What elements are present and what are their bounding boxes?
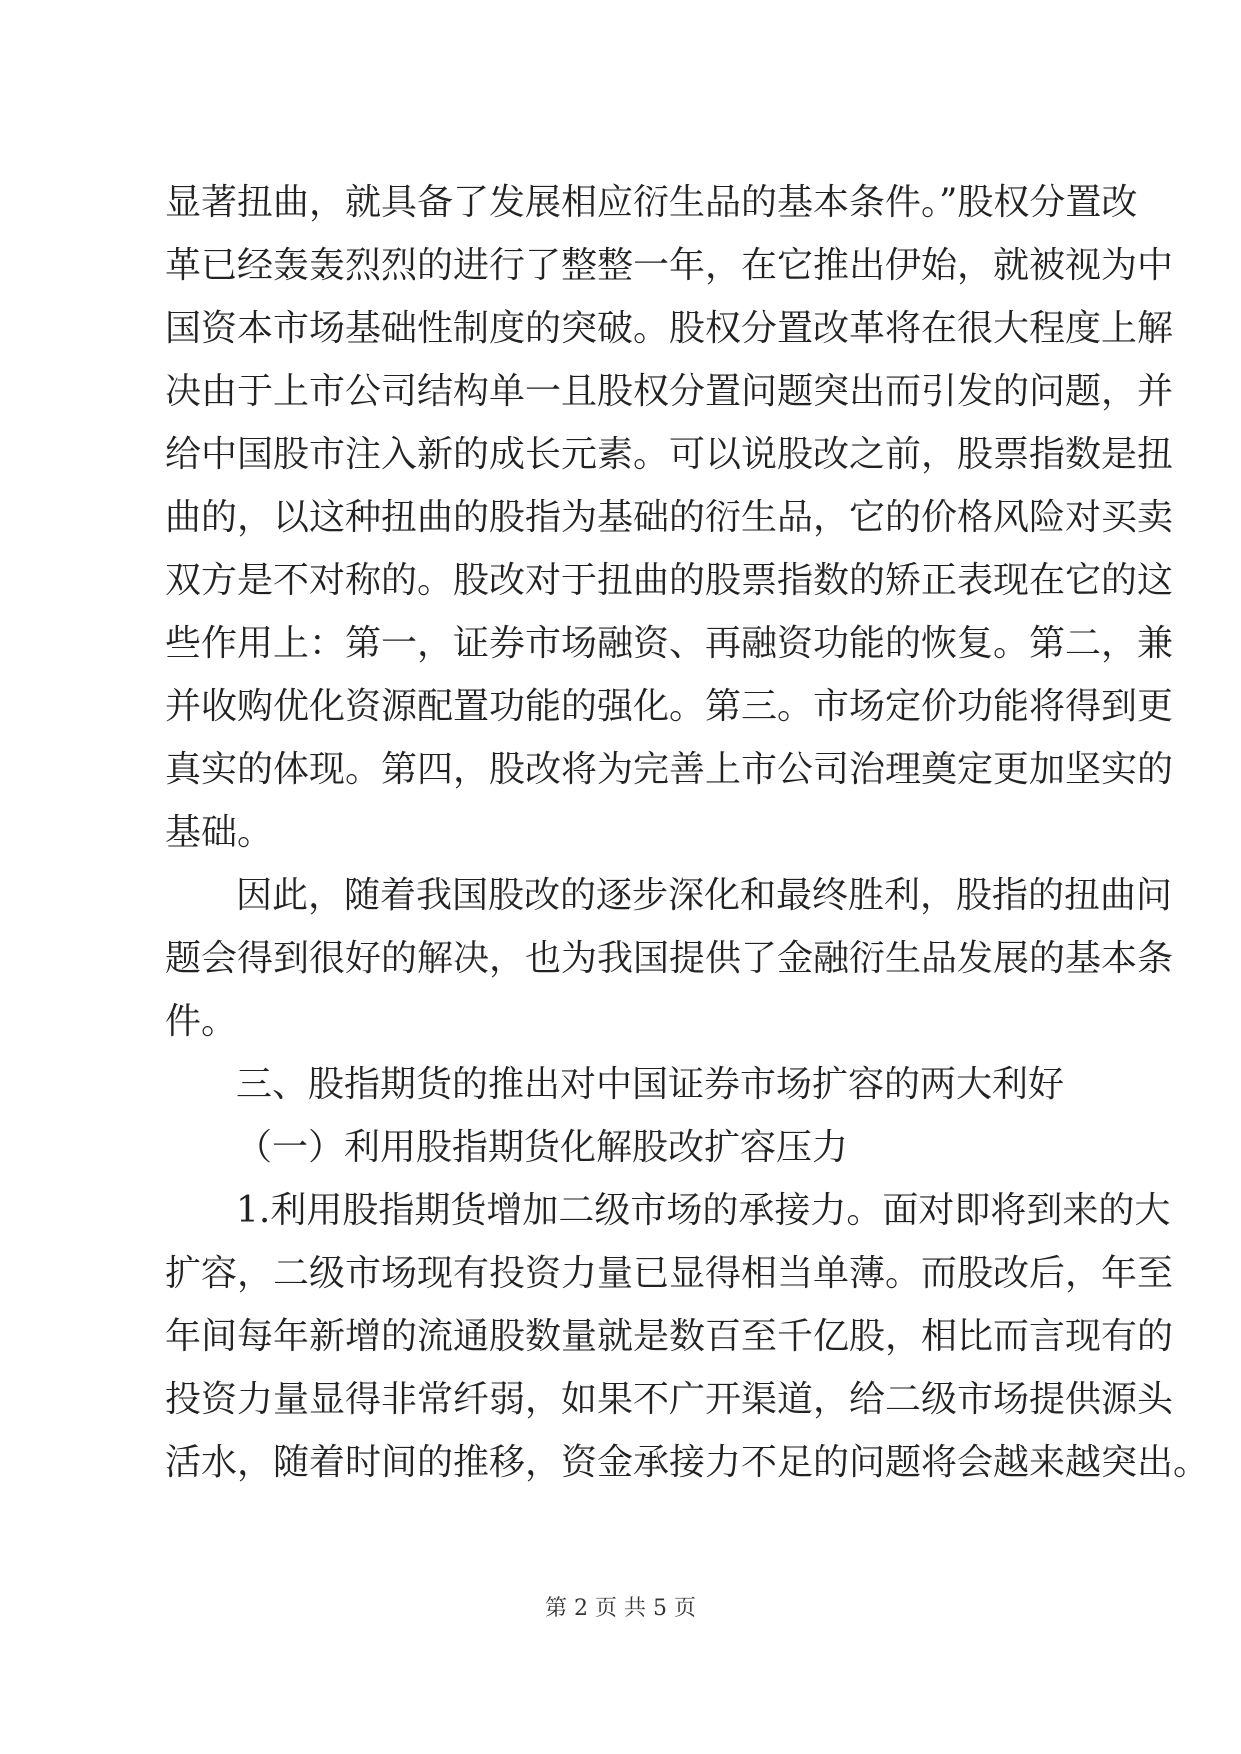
body-line: 并收购优化资源配置功能的强化。第三。市场定价功能将得到更 — [165, 686, 1174, 727]
body-line: 给中国股市注入新的成长元素。可以说股改之前，股票指数是扭 — [165, 434, 1174, 475]
paragraph-first-line: 因此，随着我国股改的逐步深化和最终胜利，股指的扭曲问 — [236, 875, 1173, 916]
body-line: 扩容，二级市场现有投资力量已显得相当单薄。而股改后，年至 — [165, 1253, 1174, 1294]
body-line: 年间每年新增的流通股数量就是数百至千亿股，相比而言现有的 — [165, 1316, 1174, 1357]
body-line: 国资本市场基础性制度的突破。股权分置改革将在很大程度上解 — [165, 308, 1174, 349]
subsection-heading: （一）利用股指期货化解股改扩容压力 — [236, 1127, 849, 1168]
section-heading: 三、股指期货的推出对中国证券市场扩容的两大利好 — [236, 1064, 1065, 1105]
body-line: 双方是不对称的。股改对于扭曲的股票指数的矫正表现在它的这 — [165, 560, 1174, 601]
body-line: 曲的，以这种扭曲的股指为基础的衍生品，它的价格风险对买卖 — [165, 497, 1174, 538]
body-line: 基础。 — [165, 812, 274, 853]
body-line: 革已经轰轰烈烈的进行了整整一年，在它推出伊始，就被视为中 — [165, 245, 1174, 286]
body-line: 真实的体现。第四，股改将为完善上市公司治理奠定更加坚实的 — [165, 749, 1174, 790]
body-line: 件。 — [165, 1001, 238, 1042]
body-line: 些作用上：第一，证券市场融资、再融资功能的恢复。第二，兼 — [165, 623, 1174, 664]
page-number-footer: 第 2 页 共 5 页 — [545, 1596, 696, 1621]
body-line: 投资力量显得非常纤弱，如果不广开渠道，给二级市场提供源头 — [165, 1379, 1174, 1420]
body-line: 决由于上市公司结构单一且股权分置问题突出而引发的问题，并 — [165, 371, 1174, 412]
paragraph-first-line: 1.利用股指期货增加二级市场的承接力。面对即将到来的大 — [236, 1190, 1171, 1231]
body-line: 活水，随着时间的推移，资金承接力不足的问题将会越来越突出。 — [165, 1442, 1210, 1483]
body-line: 题会得到很好的解决，也为我国提供了金融衍生品发展的基本条 — [165, 938, 1174, 979]
body-line: 显著扭曲，就具备了发展相应衍生品的基本条件。”股权分置改 — [165, 182, 1138, 223]
